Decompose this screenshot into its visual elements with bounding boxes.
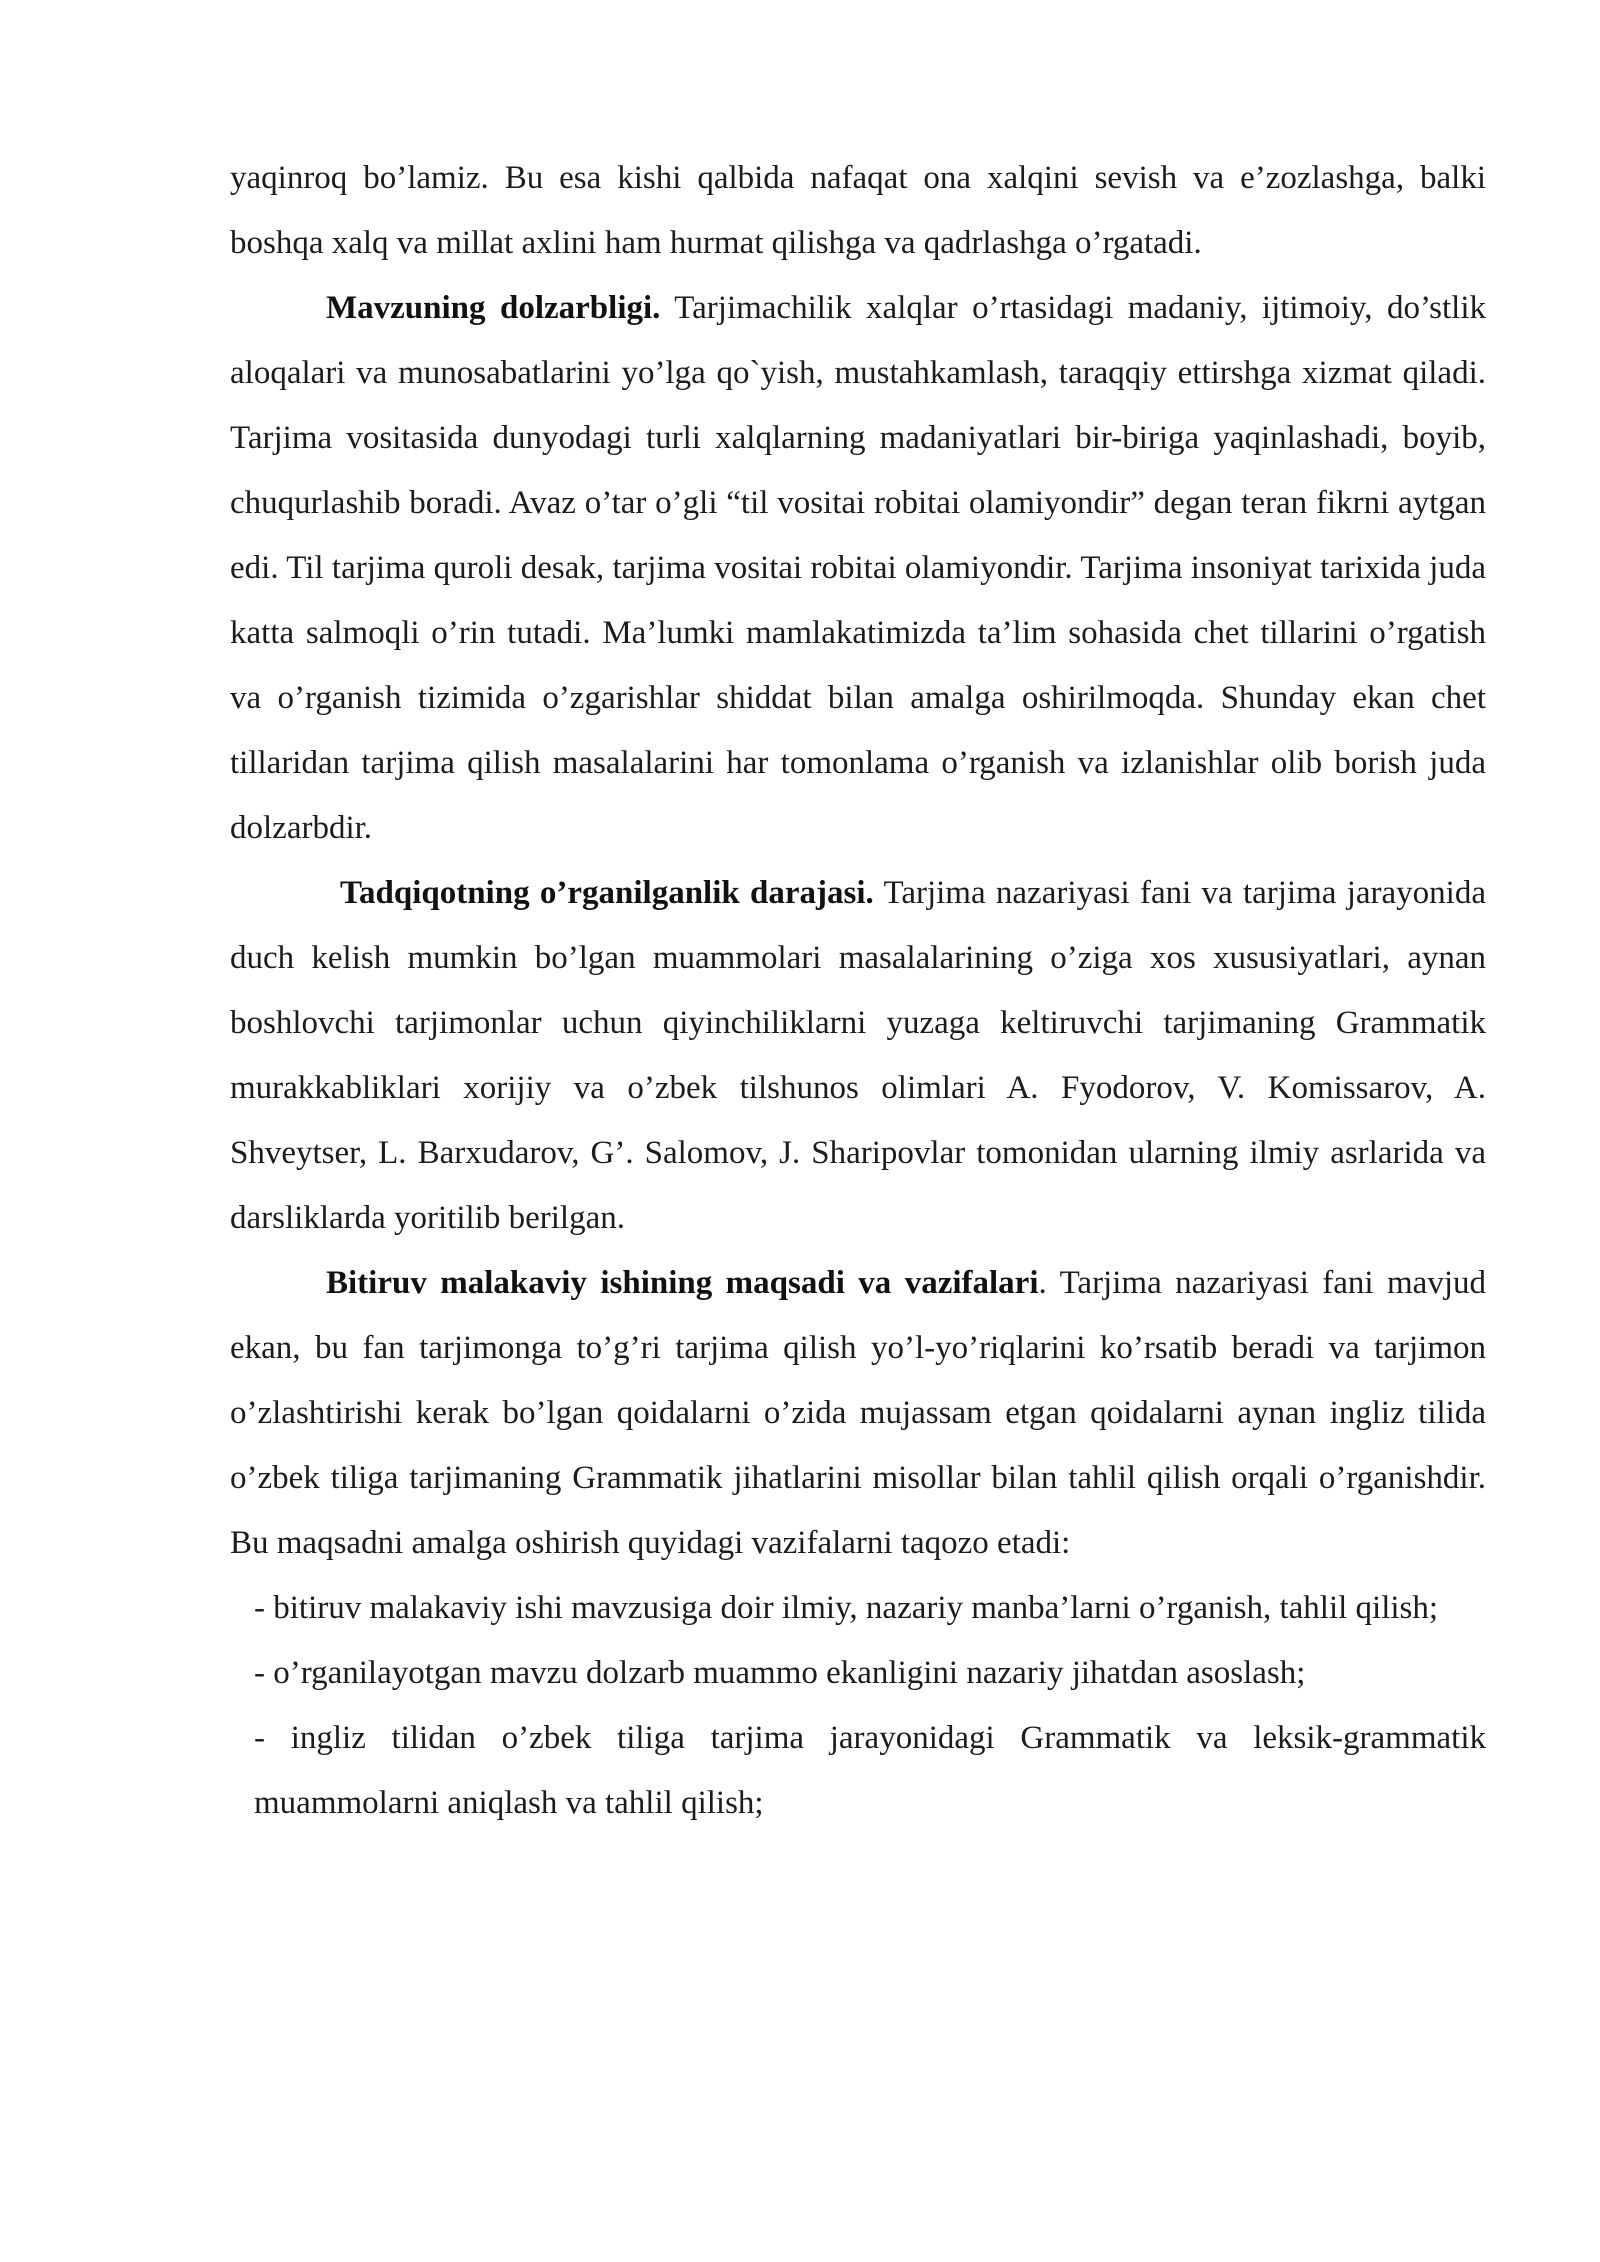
task-list-item: - o’rganilayotgan mavzu dolzarb muammo ekanligini nazariy jihatdan asoslash;	[254, 1655, 1306, 1691]
document-page	[230, 146, 1486, 1836]
relevance-text: Tarjimachilik xalqlar o’rtasidagi madaniy, ijtimoiy, do’stlik aloqalari va munosabatlarini yo’lga qo`yish, mustahkamlash, taraqqiy ettirshga xizmat qiladi. Tarjima vositasida dunyodagi turli xalqlarning madaniyatlari bir-biriga yaqinlashadi, boyib, chuqurlashib boradi. Avaz o’tar o’gli “til vositai robitai olamiyondir” degan teran fikrni aytgan edi. Til tarjima quroli desak, tarjima vositai robitai olamiyondir. Tarjima insoniyat tarixida juda katta salmoqli o’rin tutadi. Ma’lumki mamlakatimizda ta’lim sohasida chet tillarini o’rgatish va o’rganish tizimida o’zgarishlar shiddat bilan amalga oshirilmoqda. Shunday ekan chet tillaridan tarjima qilish masalalarini har tomonlama o’rganish va izlanishlar olib borish juda dolzarbdir.	[230, 290, 1487, 846]
research-paragraph	[230, 861, 1486, 1251]
relevance-heading: Mavzuning dolzarbligi.	[326, 290, 661, 326]
intro-paragraph: yaqinroq bo’lamiz. Bu esa kishi qalbida nafaqat ona xalqini sevish va e’zozlashga, balki boshqa xalq va millat axlini ham hurmat qilishga va qadrlashga o’rgatadi.	[230, 160, 1486, 261]
task-list-item: - bitiruv malakaviy ishi mavzusiga doir ilmiy, nazariy manba’larni o’rganish, tahlil qilish;	[254, 1590, 1439, 1626]
research-heading: Tadqiqotning o’rganilganlik darajasi.	[340, 875, 874, 911]
goals-paragraph	[230, 1251, 1486, 1576]
goals-text: . Tarjima nazariyasi fani mavjud ekan, bu fan tarjimonga to’g’ri tarjima qilish yo’l-yo’riqlarini ko’rsatib beradi va tarjimon o’zlashtirishi kerak bo’lgan qoidalarni o’zida mujassam etgan qoidalarni aynan ingliz tilida o’zbek tiliga tarjimaning Grammatik jihatlarini misollar bilan tahlil qilish orqali o’rganishdir. Bu maqsadni amalga oshirish quyidagi vazifalarni taqozo etadi:	[230, 1265, 1487, 1561]
research-text: Tarjima nazariyasi fani va tarjima jarayonida duch kelish mumkin bo’lgan muammolari masalalarining o’ziga xos xususiyatlari, aynan boshlovchi tarjimonlar uchun qiyinchiliklarni yuzaga keltiruvchi tarjimaning Grammatik murakkabliklari xorijiy va o’zbek tilshunos olimlari A. Fyodorov, V. Komissarov, A. Shveytser, L. Barxudarov, G’. Salomov, J. Sharipovlar tomonidan ularning ilmiy asrlarida va darsliklarda yoritilib berilgan.	[230, 875, 1486, 1236]
task-list-item: - ingliz tilidan o’zbek tiliga tarjima jarayonidagi Grammatik va leksik-grammatik muammolarni aniqlash va tahlil qilish;	[254, 1720, 1486, 1821]
relevance-paragraph	[230, 276, 1486, 861]
goals-heading: Bitiruv malakaviy ishining maqsadi va vazifalari	[326, 1265, 1039, 1301]
